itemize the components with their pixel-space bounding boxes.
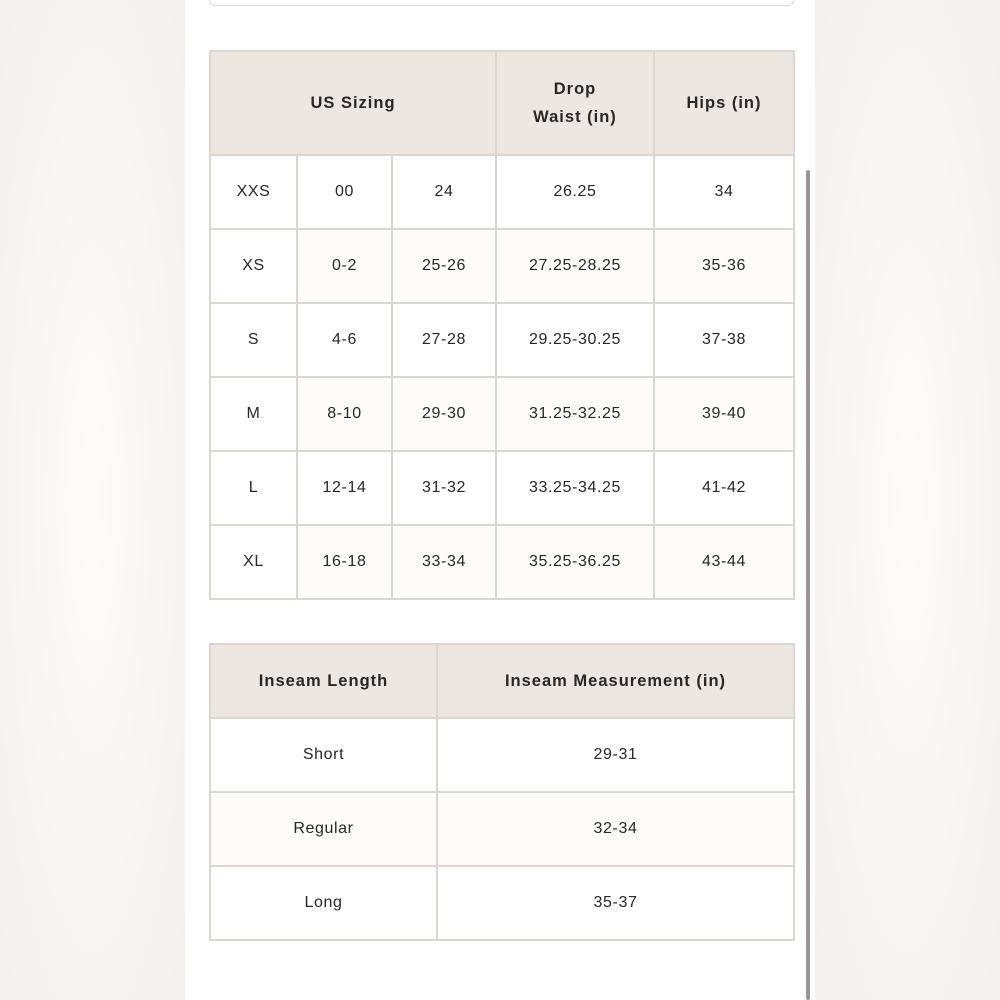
cell-numeric-size: 8-10 — [297, 377, 392, 451]
cell-hips: 41-42 — [654, 451, 794, 525]
cell-jean-size: 25-26 — [392, 229, 496, 303]
cell-waist: 31.25-32.25 — [496, 377, 654, 451]
cell-inseam-length: Regular — [210, 792, 437, 866]
inseam-chart-table — [209, 643, 795, 941]
cell-letter-size: M — [210, 377, 297, 451]
table-row — [210, 718, 794, 792]
scrollbar[interactable] — [806, 170, 810, 1000]
header-drop-waist — [496, 51, 654, 155]
cell-jean-size: 31-32 — [392, 451, 496, 525]
size-chart-header-row — [210, 51, 794, 155]
cell-numeric-size: 12-14 — [297, 451, 392, 525]
cell-hips: 39-40 — [654, 377, 794, 451]
cell-waist: 33.25-34.25 — [496, 451, 654, 525]
cell-jean-size: 33-34 — [392, 525, 496, 599]
top-field-partial[interactable] — [209, 0, 794, 6]
header-us-sizing: US Sizing — [210, 51, 496, 155]
header-drop-waist-line2: Waist (in) — [533, 108, 617, 126]
background-left — [0, 0, 185, 1000]
cell-inseam-length: Long — [210, 866, 437, 940]
table-row — [210, 229, 794, 303]
cell-waist: 26.25 — [496, 155, 654, 229]
background-right — [815, 0, 1000, 1000]
cell-letter-size: L — [210, 451, 297, 525]
header-hips: Hips (in) — [654, 51, 794, 155]
table-row — [210, 525, 794, 599]
cell-numeric-size: 4-6 — [297, 303, 392, 377]
table-row — [210, 866, 794, 940]
cell-inseam-measurement: 32-34 — [437, 792, 794, 866]
cell-waist: 29.25-30.25 — [496, 303, 654, 377]
table-row — [210, 792, 794, 866]
cell-waist: 27.25-28.25 — [496, 229, 654, 303]
header-drop-waist-line1: Drop — [553, 80, 597, 98]
table-row — [210, 377, 794, 451]
cell-jean-size: 24 — [392, 155, 496, 229]
size-chart-table — [209, 50, 795, 600]
inseam-chart-header-row — [210, 644, 794, 718]
cell-letter-size: S — [210, 303, 297, 377]
cell-hips: 43-44 — [654, 525, 794, 599]
cell-hips: 37-38 — [654, 303, 794, 377]
cell-inseam-measurement: 29-31 — [437, 718, 794, 792]
cell-numeric-size: 16-18 — [297, 525, 392, 599]
table-row — [210, 451, 794, 525]
header-inseam-measurement: Inseam Measurement (in) — [437, 644, 794, 718]
cell-letter-size: XL — [210, 525, 297, 599]
cell-numeric-size: 0-2 — [297, 229, 392, 303]
cell-numeric-size: 00 — [297, 155, 392, 229]
header-inseam-length: Inseam Length — [210, 644, 437, 718]
table-row — [210, 303, 794, 377]
cell-inseam-length: Short — [210, 718, 437, 792]
cell-inseam-measurement: 35-37 — [437, 866, 794, 940]
cell-hips: 34 — [654, 155, 794, 229]
table-row — [210, 155, 794, 229]
cell-hips: 35-36 — [654, 229, 794, 303]
cell-waist: 35.25-36.25 — [496, 525, 654, 599]
cell-jean-size: 29-30 — [392, 377, 496, 451]
cell-jean-size: 27-28 — [392, 303, 496, 377]
cell-letter-size: XXS — [210, 155, 297, 229]
cell-letter-size: XS — [210, 229, 297, 303]
